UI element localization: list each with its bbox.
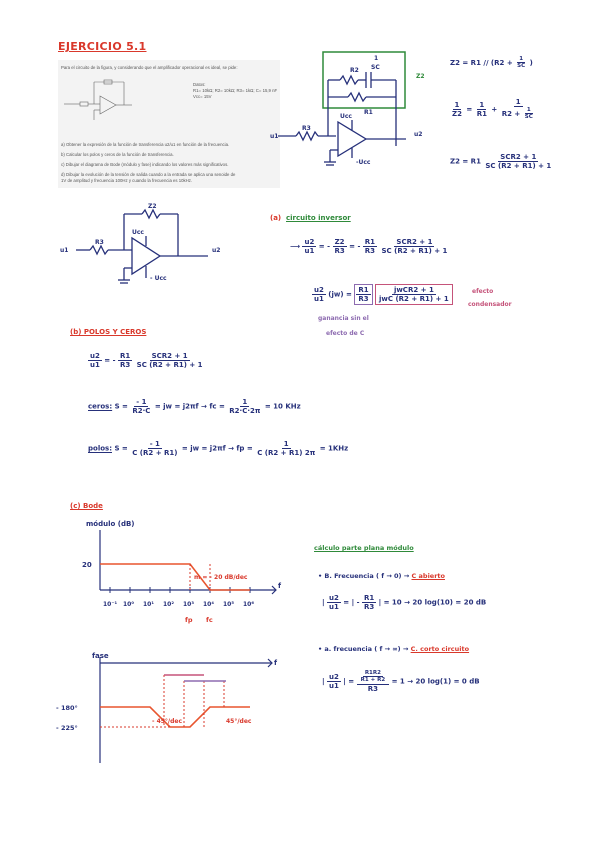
problem-item: d) Dibujar la evolución de la tensión de salida cuando a la entrada se aplica una senoide de	[61, 172, 236, 177]
fp-label: fp	[185, 616, 193, 624]
label-r1: R1	[364, 109, 373, 116]
x-tick-label: 10⁻¹	[103, 601, 118, 608]
eq-operator: = | -	[343, 598, 360, 607]
frac-den	[500, 107, 537, 121]
frac-num: 1	[454, 100, 460, 109]
eq-z2-line2: $\frac{1}{Z2}$ = $\frac{1}{R1}$ + 1 R2 + $\frac{1}{SC}$	[450, 98, 537, 121]
frac-den: u1	[304, 247, 315, 256]
frac-den: R2·C·2π	[229, 407, 261, 416]
eq-s: S =	[114, 444, 128, 453]
problem-item: b) Calcular los polos y ceros de la función de transferencia.	[61, 152, 174, 157]
eq-s: S =	[114, 402, 128, 411]
low-freq-result: | = 10 → 20 log(10) = 20 dB	[378, 598, 487, 607]
high-freq-line	[318, 645, 469, 653]
frac-den: SC (R2 + R1) + 1	[136, 361, 203, 370]
frac-den: R3	[363, 603, 375, 612]
section-a-title: circuito inversor	[286, 214, 351, 222]
frac-den: C (R2 + R1)	[132, 449, 178, 458]
frac-num: R1	[119, 352, 131, 360]
ceros-eq	[88, 398, 301, 415]
frac-num: u2	[90, 352, 100, 360]
axis-f-label: f	[278, 582, 282, 590]
problem-data-line2: Vcc= 15V	[193, 94, 212, 99]
label-one: 1	[374, 55, 379, 62]
problem-item: c) Dibujar el diagrama de Bode (módulo y fase) indicando los valores más significativos.	[61, 162, 229, 167]
frac-den: SC (R2 + R1) + 1	[381, 247, 448, 256]
frac-num: 1	[515, 98, 521, 106]
ceros-result: = 10 KHz	[264, 402, 301, 411]
frac-den: C (R2 + R1) 2π	[257, 449, 316, 458]
top-circuit-diagram	[270, 50, 425, 170]
modulo-label: módulo (dB)	[86, 520, 135, 528]
frac-num: R1	[358, 286, 369, 294]
frac-num: 1	[519, 56, 524, 62]
eq-jw: = jw = j2πf → fc =	[154, 402, 225, 411]
bode-phase-chart	[56, 655, 286, 765]
frac-den: u1	[329, 681, 339, 690]
frac-den: R3	[119, 361, 131, 370]
high-freq-result: = 1 → 20 log(1) = 0 dB	[391, 677, 480, 686]
frac-den: SC (R2 + R1) + 1	[485, 162, 552, 171]
frac-den: u1	[90, 361, 100, 370]
section-b-eq	[88, 352, 205, 369]
exercise-title: EJERCICIO 5.1	[58, 40, 147, 53]
label-u1: u1	[270, 133, 279, 140]
label-r2: R2	[350, 67, 359, 74]
section-a-heading	[270, 214, 351, 222]
problem-item: 1V de amplitud y frecuencia 100Hz y cuando la frecuencia es 10kHz.	[61, 178, 193, 183]
frac-den: R3	[358, 295, 369, 304]
problem-statement	[58, 60, 280, 188]
frac-num: u2	[329, 672, 339, 681]
bode-magnitude-chart	[76, 528, 286, 628]
frac-num: Z2	[334, 238, 345, 246]
frac-num: R1	[364, 238, 376, 246]
low-freq-text: • B. Frecuencia ( f → 0) →	[318, 572, 410, 580]
x-tick-label: 10⁵	[223, 601, 234, 608]
frac-den: jwC (R2 + R1) + 1	[379, 295, 449, 304]
section-b-heading: (b) POLOS Y CEROS	[70, 328, 147, 336]
eq-operator: = -	[349, 242, 361, 251]
frac-num: SCR2 + 1	[151, 352, 188, 360]
ceros-label: ceros:	[88, 402, 113, 411]
problem-data-label: Datos:	[193, 82, 206, 87]
label-sc: SC	[371, 64, 380, 71]
slope-label: m = - 20 dB/dec	[194, 574, 248, 581]
frac-num: jwCR2 + 1	[393, 286, 434, 294]
eq-operator: = -	[318, 242, 330, 251]
polos-result: = 1KHz	[319, 444, 349, 453]
label-u1: u1	[60, 247, 69, 254]
axis-f-label: f	[274, 659, 278, 667]
label-z2: Z2	[148, 203, 157, 210]
high-freq-eq: | $\frac{u2}{u1}$ | = $\frac{\frac{R1R2}{R1 + R2}}{R3}$ = 1 → 20 log(1) = 0 dB	[322, 670, 480, 693]
frac-den: R3	[334, 247, 345, 256]
eq-operator: = -	[104, 356, 116, 365]
slope-up-label: 45°/dec	[226, 718, 252, 725]
label-neg-ucc: - Ucc	[150, 275, 167, 282]
y-tick-180: - 180°	[56, 704, 78, 712]
label-r3: R3	[302, 125, 311, 132]
note-gain-2: efecto de C	[326, 330, 365, 337]
frac-num: u2	[329, 594, 339, 602]
fase-label: fase	[92, 652, 109, 660]
frac-num: SCR2 + 1	[500, 153, 537, 161]
frac-den: R3	[367, 684, 378, 693]
problem-intro: Para el circuito de la figura, y considerando que el amplificador operacional es ideal, se pide:	[61, 65, 238, 70]
x-tick-label: 10³	[183, 601, 194, 608]
label-z2: Z2	[416, 73, 425, 80]
y-tick-20: 20	[82, 561, 92, 569]
frac-num: R1	[363, 594, 375, 602]
frac-den: R2·C	[132, 407, 151, 416]
label-neg-ucc: -Ucc	[356, 159, 371, 166]
note-gain-1: ganancia sin el	[318, 315, 369, 322]
eq-jw: = jw = j2πf → fp =	[181, 444, 253, 453]
frac-den: Z2	[452, 109, 462, 118]
eq-z2-line1-left: Z2 = R1 // (R2 +	[450, 58, 513, 67]
frac-den: SC	[517, 63, 526, 70]
fc-label: fc	[206, 616, 213, 624]
frac-num: - 1	[149, 440, 160, 448]
section-a-tag: (a)	[270, 214, 282, 222]
low-freq-red: C abierto	[411, 572, 445, 580]
x-tick-label: 10¹	[143, 601, 154, 608]
frac-num: 1	[283, 440, 289, 448]
capacitor-box	[375, 284, 453, 305]
high-freq-text: • a. frecuencia ( f → ∞) →	[318, 645, 409, 653]
note-cap-1: efecto	[472, 288, 494, 295]
frac-num: u2	[314, 286, 324, 294]
problem-circuit-diagram	[62, 74, 142, 124]
high-freq-red: C. corto circuito	[410, 645, 470, 653]
eq-z2-line3-left: Z2 = R1	[450, 157, 481, 166]
x-tick-label: 10⁶	[243, 601, 254, 608]
label-u2: u2	[212, 247, 221, 254]
label-u2: u2	[414, 131, 423, 138]
frac-den-text: R2 +	[501, 109, 521, 118]
problem-item: a) Obtener la expresión de la función de transferencia u2/u1 en función de la frecuencia.	[61, 142, 230, 147]
note-cap-2: condensador	[468, 301, 512, 308]
calc-heading: cálculo parte plana módulo	[314, 544, 414, 552]
x-tick-label: 10²	[163, 601, 174, 608]
frac-den: SC	[524, 114, 533, 121]
section-a-eq2	[312, 284, 453, 305]
frac-num: SCR2 + 1	[396, 238, 433, 246]
frac-num: R1R2	[364, 670, 381, 676]
slope-down-label: - 45°/dec	[152, 718, 183, 725]
x-tick-label: 10⁰	[123, 601, 134, 608]
section-a-eq1: ⟶ $\frac{u2}{u1}$ = - $\frac{Z2}{R3}$ = - $\frac{R1}{R3}$ $\frac{\text{SCR2 + 1}}{SC (R2 + R1) + 1}$	[290, 238, 448, 256]
frac-num: - 1	[136, 398, 147, 406]
frac-den: u1	[329, 603, 339, 612]
middle-circuit-diagram	[60, 200, 230, 295]
frac-num: 1	[479, 100, 485, 109]
gain-box	[354, 284, 372, 305]
eq-z2-line3	[450, 153, 553, 170]
x-tick-label: 10⁴	[203, 601, 214, 608]
polos-eq	[88, 440, 348, 457]
eq-z2-line1-right: )	[529, 58, 533, 67]
polos-label: polos:	[88, 444, 112, 453]
frac-den: R1	[476, 109, 487, 118]
label-r3: R3	[95, 239, 104, 246]
frac-den: R1 + R2	[360, 677, 386, 684]
section-c-heading: (c) Bode	[70, 502, 103, 510]
label-ucc: Ucc	[132, 229, 144, 236]
low-freq-line	[318, 572, 445, 580]
frac-den: R3	[364, 247, 376, 256]
frac-num: 1	[526, 107, 531, 114]
problem-data-line1: R1= 10kΩ; R2= 10kΩ; R3= 1kΩ; C= 15,9 nF	[193, 88, 278, 93]
frac-den: u1	[314, 295, 324, 304]
label-ucc: Ucc	[340, 113, 352, 120]
eq-z2-line1	[450, 56, 533, 70]
y-tick-225: - 225°	[56, 724, 78, 732]
low-freq-eq: | $\frac{u2}{u1}$ = | - $\frac{R1}{R3}$ | = 10 → 20 log(10) = 20 dB	[322, 594, 487, 612]
frac-num	[357, 670, 390, 685]
frac-num: 1	[242, 398, 248, 406]
eq-jw: (jw) =	[328, 290, 352, 299]
frac-num: u2	[304, 238, 315, 246]
